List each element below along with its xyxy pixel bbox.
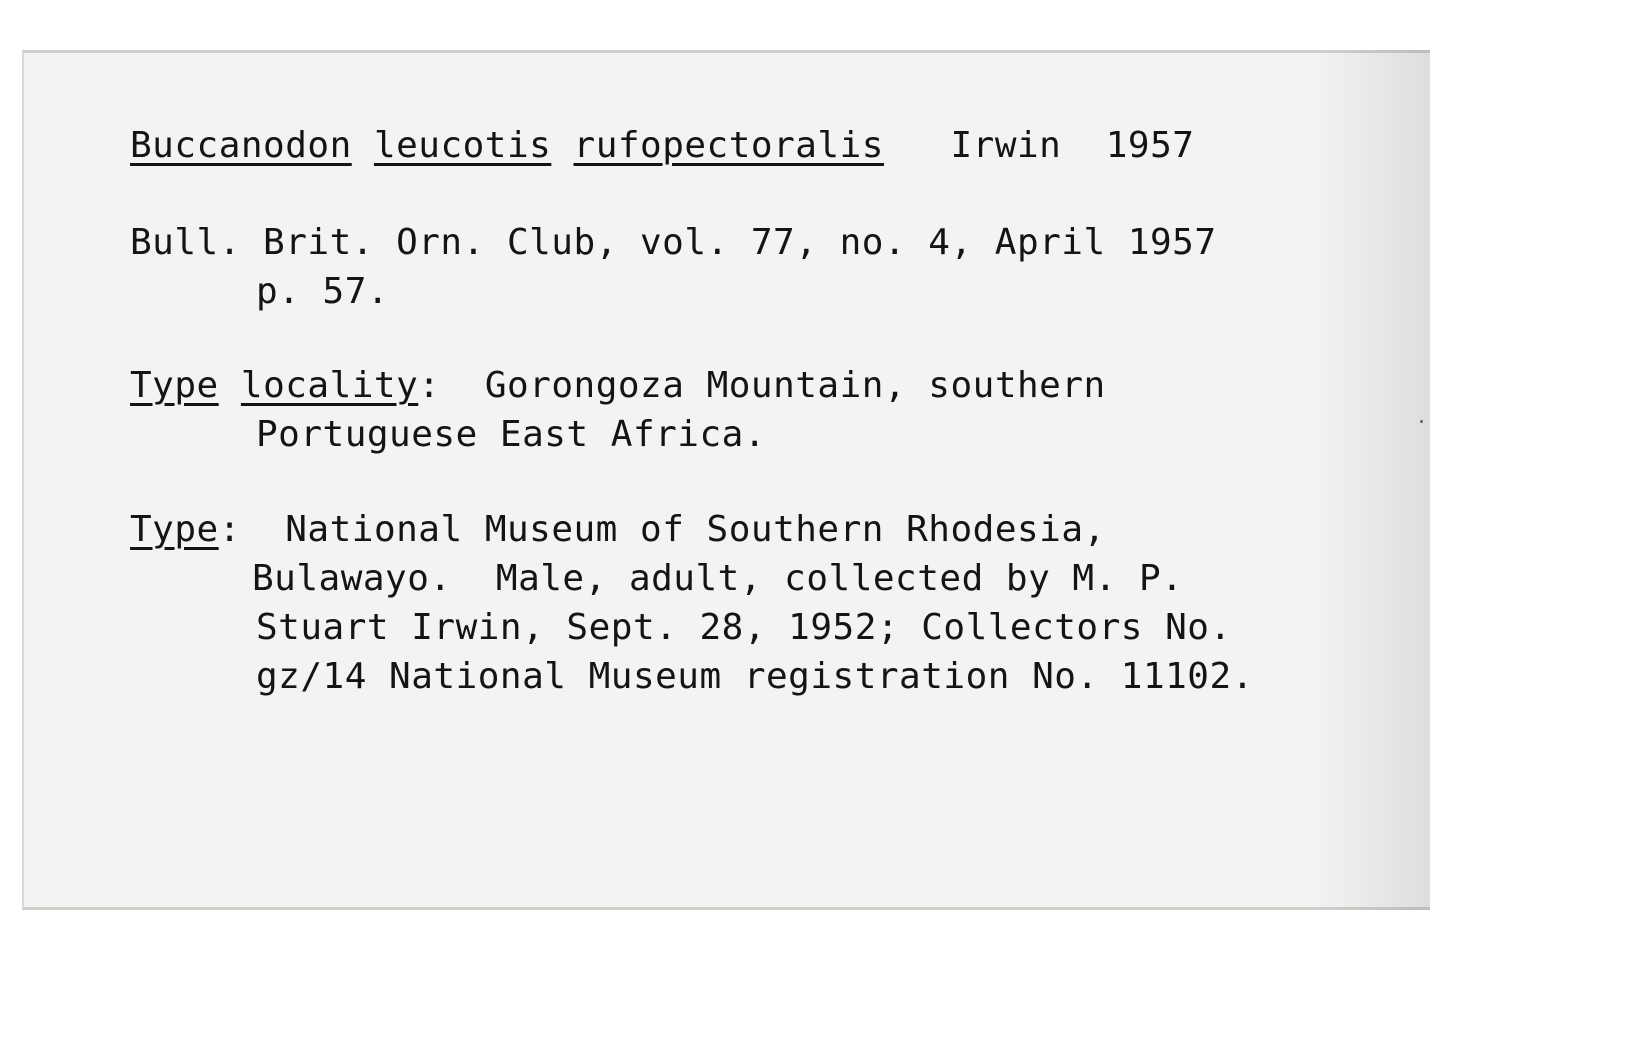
type-locality-line-2: Portuguese East Africa. [256, 414, 766, 455]
type-colon: : [218, 509, 241, 550]
index-card [22, 50, 1430, 910]
type-locality-label-type: Type [130, 365, 219, 406]
type-label: Type [130, 509, 219, 550]
type-line-2: Bulawayo. Male, adult, collected by M. P. [252, 558, 1184, 599]
author-year: 1957 [1105, 125, 1195, 166]
card-edge-shadow [1310, 50, 1430, 910]
type-line-1 [130, 509, 1106, 550]
title-line [130, 125, 1195, 166]
type-locality-text-1: Gorongoza Mountain, southern [484, 365, 1106, 406]
type-locality-label-locality: locality [240, 365, 419, 406]
genus-name: Buccanodon [130, 125, 352, 166]
author-name: Irwin [950, 125, 1062, 166]
citation-line-2: p. 57. [256, 271, 390, 312]
speck [1420, 420, 1423, 423]
type-text-1: National Museum of Southern Rhodesia, [285, 509, 1106, 550]
type-line-4: gz/14 National Museum registration No. 11102. [256, 656, 1254, 697]
citation-line-1: Bull. Brit. Orn. Club, vol. 77, no. 4, April 1957 [130, 222, 1217, 263]
type-line-3: Stuart Irwin, Sept. 28, 1952; Collectors No. [256, 607, 1232, 648]
species-name: leucotis [373, 125, 552, 166]
type-locality-line-1 [130, 365, 1106, 406]
subspecies-name: rufopectoralis [573, 125, 884, 166]
type-locality-colon: : [418, 365, 441, 406]
